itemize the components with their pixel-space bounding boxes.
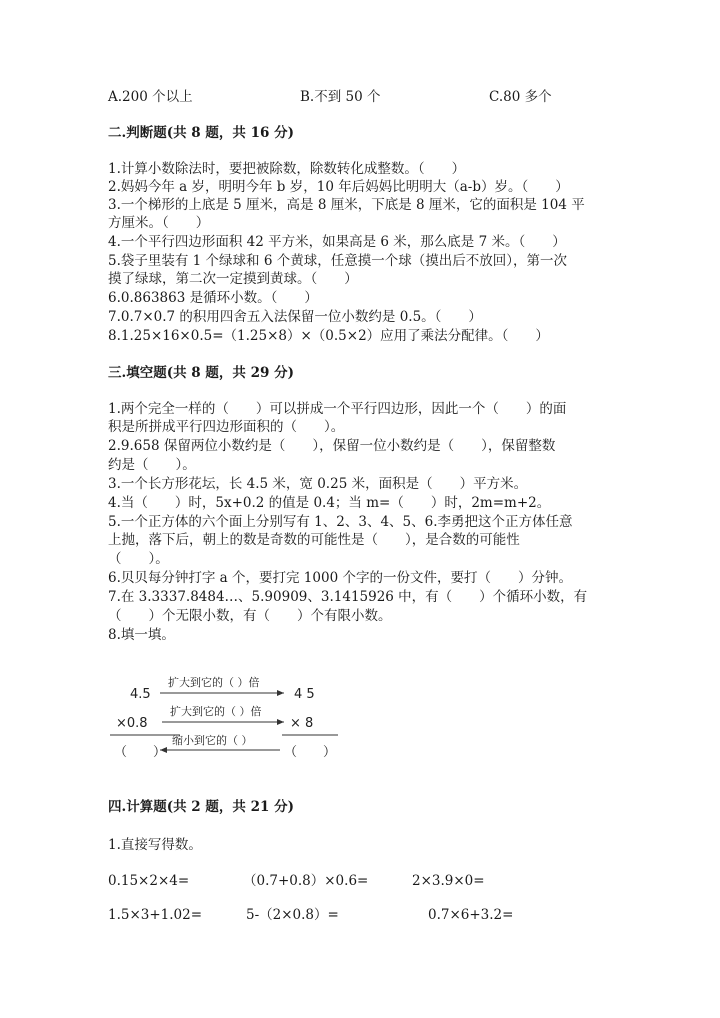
option-b: B.不到 50 个 (300, 89, 381, 105)
fill-line-9: （ ）。 (108, 551, 169, 567)
calc-r1-c3: 2×3.9×0= (412, 873, 485, 889)
fill-line-1: 1.两个完全一样的（ ）可以拼成一个平行四边形，因此一个（ ）的面 (108, 401, 567, 417)
arrow1-label: 扩大到它的（ ）倍 (168, 676, 260, 689)
judge-line-8: 6.0.863863 是循环小数。（ ） (108, 290, 318, 306)
fill-line-7: 5.一个正方体的六个面上分别写有 1、2、3、4、5、6.李勇把这个正方体任意 (108, 514, 573, 530)
diagram-left-bottom: （ ） (114, 745, 167, 760)
calc-r1-c2: （0.7+0.8）×0.6= (243, 873, 369, 889)
fill-line-11: 7.在 3.3337.8484…、5.90909、3.1415926 中，有（ ）个循环小数，有 (108, 589, 588, 605)
judge-line-2: 2.妈妈今年 a 岁，明明今年 b 岁，10 年后妈妈比明明大（a-b）岁。（ ） (108, 179, 569, 195)
judge-line-4: 方厘米。（ ） (108, 215, 210, 231)
judge-line-5: 4.一个平行四边形面积 42 平方米，如果高是 6 米，那么底是 7 米。（ ） (108, 234, 566, 250)
calc-sub: 1.直接写得数。 (108, 837, 202, 853)
fill-line-3: 2.9.658 保留两位小数约是（ ），保留一位小数约是（ ），保留整数 (108, 438, 556, 454)
fill-line-10: 6.贝贝每分钟打字 a 个，要打完 1000 个字的一份文件，要打（ ）分钟。 (108, 570, 572, 586)
judge-line-7: 摸了绿球，第二次一定摸到黄球。（ ） (108, 271, 358, 287)
fill-line-8: 上抛，落下后，朝上的数是奇数的可能性是（ ），是合数的可能性 (108, 532, 520, 548)
diagram-right-mid: × 8 (290, 716, 314, 731)
fill-line-4: 约是（ ）。 (108, 457, 196, 473)
diagram-right-top: 4 5 (294, 687, 315, 702)
judge-line-6: 5.袋子里装有 1 个绿球和 6 个黄球，任意摸一个球（摸出后不放回），第一次 (108, 253, 567, 269)
calc-r2-c2: 5-（2×0.8）= (246, 907, 339, 923)
calc-r1-c1: 0.15×2×4= (108, 873, 190, 889)
diagram-right-bottom: （ ） (284, 745, 337, 760)
section2-title: 二.判断题(共 8 题，共 16 分) (108, 125, 294, 141)
fill-line-6: 4.当（ ）时，5x+0.2 的值是 0.4；当 m=（ ）时，2m=m+2。 (108, 495, 551, 511)
option-a: A.200 个以上 (108, 89, 193, 105)
fill-line-12: （ ）个无限小数，有（ ）个有限小数。 (108, 608, 392, 624)
fill-line-5: 3.一个长方形花坛，长 4.5 米，宽 0.25 米，面积是（ ）平方米。 (108, 476, 528, 492)
diagram-left-top: 4.5 (130, 687, 151, 702)
diagram-svg (100, 672, 350, 767)
calc-r2-c1: 1.5×3+1.02= (108, 907, 203, 923)
section4-title: 四.计算题(共 2 题，共 21 分) (108, 799, 294, 815)
diagram-left-mid: ×0.8 (116, 716, 148, 731)
section3-title: 三.填空题(共 8 题，共 29 分) (108, 365, 294, 381)
calc-r2-c3: 0.7×6+3.2= (428, 907, 514, 923)
judge-line-1: 1.计算小数除法时，要把被除数，除数转化成整数。（ ） (108, 161, 466, 177)
fill-line-2: 积是所拼成平行四边形面积的（ ）。 (108, 419, 345, 435)
fill-line-13: 8.填一填。 (108, 627, 175, 643)
arrow3-label: 缩小到它的（ ） (172, 734, 253, 747)
judge-line-3: 3.一个梯形的上底是 5 厘米，高是 8 厘米，下底是 8 厘米，它的面积是 104 平 (108, 197, 585, 213)
option-c: C.80 多个 (489, 89, 552, 105)
judge-line-10: 8.1.25×16×0.5=（1.25×8）×（0.5×2）应用了乘法分配律。（ ） (108, 328, 549, 344)
judge-line-9: 7.0.7×0.7 的积用四舍五入法保留一位小数约是 0.5。（ ） (108, 309, 482, 325)
arrow2-label: 扩大到它的（ ）倍 (170, 705, 262, 718)
multiplication-diagram (100, 672, 350, 767)
